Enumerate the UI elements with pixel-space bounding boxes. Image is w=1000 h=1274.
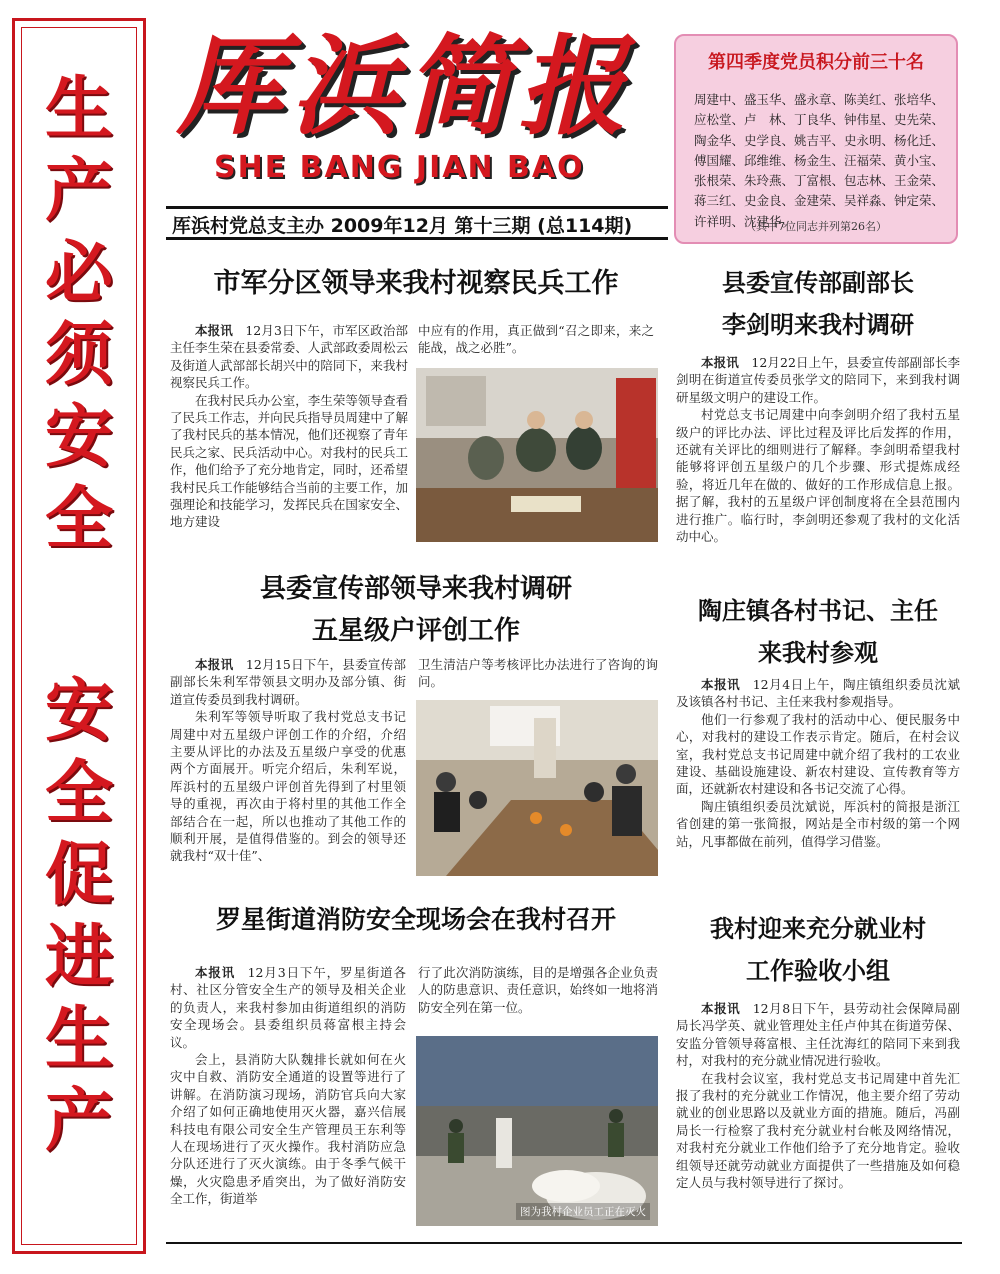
slogan-char: 全	[44, 479, 113, 559]
issue-line: 厍浜村党总支主办 2009年12月 第十三期 (总114期)	[166, 206, 668, 240]
article-body	[676, 676, 960, 850]
article-lead: 本报讯	[701, 355, 739, 370]
slogan-char: 安	[44, 397, 113, 477]
article-body-col1	[170, 656, 406, 865]
article-headline	[166, 568, 666, 652]
article-headline: 罗星街道消防安全现场会在我村召开	[215, 905, 616, 934]
article-body-col1	[170, 964, 406, 1208]
headline-line: 县委宣传部副部长	[722, 269, 914, 297]
article-paragraph: 在我村会议室，我村党总支书记周建中首先汇报了我村的充分就业工作情况，他主要介绍了劳动就业的创业思路以及就业方面的措施。随后，冯副局长一行检察了我村充分就业村台帐及网络情况，对我村充分就业工作他们给予了充分地肯定。验收组领导还就劳动就业方面提供了一些措施及如何稳定人员与我村领导进行了探讨。	[676, 1070, 960, 1191]
article-headline: 市军分区领导来我村视察民兵工作	[213, 268, 619, 299]
photo-fire-drill	[416, 1036, 658, 1226]
article-lead: 本报讯	[195, 965, 236, 980]
slogan-char: 产	[44, 151, 113, 231]
slogan-banner	[12, 18, 146, 1254]
slogan-char: 须	[44, 315, 113, 395]
article-paragraph: 朱利军等领导听取了我村党总支书记周建中对五星级户评创工作的介绍，介绍主要从评比的办法及五星级户享受的优惠两个方面展开。听完介绍后，朱利军说，厍浜村的五星级户评创首先得到了村里领导的重视，再次由于将村里的其他工作全部结合在一起，所以也推动了其他工作的顺利开展，是值得借鉴的。到会的领导还就我村“双十佳”、	[170, 709, 406, 864]
article-body-col2	[418, 656, 658, 691]
article-paragraph: 行了此次消防演练，目的是增强各企业负责人的防患意识、责任意识，始终如一地将消防安全列在第一位。	[418, 965, 658, 1015]
article-paragraph: 12月8日下午，县劳动社会保障局副局长冯学英、就业管理处主任卢仲其在街道劳保、安监分管领导蒋富根、主任沈海红的陪同下来到我村，对我村的充分就业情况进行验收。	[676, 1001, 960, 1069]
bottom-rule	[166, 1242, 962, 1244]
slogan-char: 生	[44, 999, 113, 1079]
article-paragraph: 12月3日下午，市军区政治部主任李生荣在县委常委、人武部政委周松云及街道人武部部长胡兴中的陪同下，来我村视察民兵工作。	[170, 323, 408, 391]
masthead-pinyin: SHE BANG JIAN BAO	[214, 150, 585, 185]
slogan-char: 生	[44, 69, 113, 149]
article-lead: 本报讯	[701, 677, 741, 692]
slogan-char: 安	[44, 671, 113, 751]
headline-line: 陶庄镇各村书记、主任	[698, 597, 938, 625]
photo-caption: 图为我村企业员工正在灭火	[516, 1203, 650, 1220]
photo-militia-inspection	[416, 368, 658, 542]
article-paragraph: 陶庄镇组织委员沈斌说，厍浜村的简报是浙江省创建的第一张简报，网站是全市村级的第一个网站，凡事都做在前列，值得学习借鉴。	[676, 798, 960, 849]
article-paragraph: 村党总支书记周建中向李剑明介绍了我村五星级户的评比办法、评比过程及评比后发挥的作用，还就有关评比的细则进行了解释。李剑明希望我村能够将评创五星级户的几个步骤、形式提炼成经验，将近几年在做的、做好的工作形成信息上报。据了解，我村的五星级户评创制度将在全县范围内进行推广。临行时，李剑明还参观了我村的文化活动中心。	[676, 407, 960, 545]
headline-line: 县委宣传部领导来我村调研	[259, 574, 572, 604]
slogan-char: 全	[44, 753, 113, 833]
honor-names: 周建中、盛玉华、盛永章、陈美红、张培华、应松堂、卢 林、丁良华、钟伟星、史先荣、陶金华、史学良、姚吉平、史永明、杨化迁、傅国耀、邱维维、杨金生、汪福荣、黄小宝、张根荣、朱玲燕、丁富根、包志林、王金荣、蒋三红、史金良、金建荣、吴祥淼、钟定荣、许祥明、沈建华。	[694, 92, 945, 229]
article-headline	[680, 908, 956, 992]
slogan-inner-frame	[21, 27, 137, 1245]
headline-line: 来我村参观	[758, 639, 878, 667]
slogan-char: 促	[44, 835, 113, 915]
slogan-line-1	[22, 68, 136, 560]
article-paragraph: 12月15日下午，县委宣传部副部长朱利军带领县文明办及部分镇、街道宣传委员到我村调研。	[170, 657, 406, 707]
slogan-char: 必	[44, 233, 113, 313]
article-paragraph: 他们一行参观了我村的活动中心、便民服务中心，对我村的建设工作表示肯定。随后，在村会议室，我村党总支书记周建中就介绍了我村的工农业建设、基础设施建设、新农村建设、宣传教育等方面，还就新农村建设和各书记交流了心得。	[676, 711, 960, 797]
article-paragraph: 12月4日上午，陶庄镇组织委员沈斌及该镇各村书记、主任来我村参观指导。	[676, 677, 960, 710]
article-paragraph: 会上，县消防大队魏排长就如何在火灾中自救、消防安全通道的设置等进行了讲解。在消防演习现场，消防官兵向大家介绍了如何正确地使用灭火器，嘉兴信展科技电有限公司安全生产管理员王东利等人在现场进行了灭火操作。我村消防应急分队还进行了灭火演练。由于冬季气候干燥，火灾隐患矛盾突出，为了做好消防安全工作，街道举	[170, 1052, 406, 1207]
article-body-col2	[418, 322, 654, 357]
article-paragraph: 12月3日下午，罗星街道各村、社区分管安全生产的领导及相关企业的负责人，来我村参加由街道组织的消防安全现场会。县委组织员蒋富根主持会议。	[170, 965, 406, 1050]
article-body	[676, 354, 960, 545]
honor-title: 第四季度党员积分前三十名	[708, 52, 924, 73]
honor-box	[674, 34, 958, 244]
article-paragraph: 卫生清洁户等考核评比办法进行了咨询的询问。	[418, 657, 658, 690]
article-paragraph: 12月22日上午，县委宣传部副部长李剑明在街道宣传委员张学文的陪同下，来到我村调研星级文明户的建设工作。	[676, 355, 960, 405]
slogan-line-2	[22, 670, 136, 1162]
article-headline	[680, 262, 956, 346]
article-paragraph: 在我村民兵办公室，李生荣等领导查看了民兵工作志，并向民兵指导员周建中了解了我村民兵的基本情况，他们还视察了青年民兵之家、民兵活动中心。对我村的民兵工作，他们给予了充分地肯定，同时，还希望我村民兵工作能够结合当前的主要工作，加强理论和技能学习，发挥民兵在国家安全、地方建设	[170, 392, 408, 530]
article-body-col2	[418, 964, 658, 1016]
article-lead: 本报讯	[195, 657, 234, 672]
slogan-char: 产	[44, 1081, 113, 1161]
slogan-char: 进	[44, 917, 113, 997]
article-body	[676, 1000, 960, 1191]
article-lead: 本报讯	[195, 323, 233, 338]
headline-line: 工作验收小组	[746, 957, 890, 985]
headline-line: 五星级户评创工作	[311, 616, 520, 646]
article-paragraph: 中应有的作用，真正做到“召之即来，来之能战，战之必胜”。	[418, 323, 654, 356]
honor-note: （其中7位同志并列第26名）	[745, 220, 887, 233]
masthead-title: 厍浜简报	[176, 24, 633, 150]
headline-line: 李剑明来我村调研	[722, 311, 914, 339]
article-lead: 本报讯	[701, 1001, 741, 1016]
headline-line: 我村迎来充分就业村	[710, 915, 926, 943]
photo-meeting	[416, 700, 658, 876]
article-body-col1	[170, 322, 408, 531]
article-headline	[680, 590, 956, 674]
